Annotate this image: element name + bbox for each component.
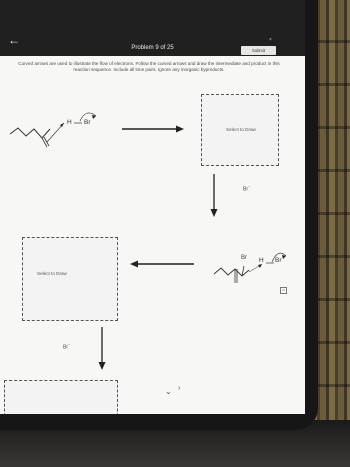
- bromoalkene-structure: [200, 240, 305, 300]
- chevron-down-icon[interactable]: ⌄: [165, 387, 172, 396]
- product-br: Br: [241, 255, 247, 261]
- info-icon-2[interactable]: ⊙: [280, 287, 287, 294]
- back-arrow-icon[interactable]: ←: [8, 33, 20, 47]
- reagent-h-2: H: [259, 257, 264, 264]
- close-icon[interactable]: ×: [269, 37, 272, 43]
- top-bar: [0, 0, 305, 56]
- instructions-text: Curved arrows are used to illustrate the flow of electrons. Follow the curved arrows and draw the intermediate and product in this reaction sequence. Include all lone pairs. Ignore any inorganic byproducts.: [18, 61, 280, 72]
- arrow-down-1: [209, 172, 219, 218]
- select-to-draw-label-2: Select to Draw: [37, 271, 67, 276]
- arrow-right: [120, 124, 186, 134]
- arrow-down-2: [97, 325, 107, 371]
- bromide-label-2: Br−: [63, 343, 71, 351]
- chevron-right-icon[interactable]: ›: [178, 385, 181, 392]
- bromoalkene-panel: [200, 240, 305, 300]
- reagent-br: Br: [84, 119, 91, 126]
- reagent-br-2: Br: [275, 257, 282, 264]
- select-to-draw-label: Select to Draw: [226, 127, 256, 132]
- starting-material-panel: [0, 92, 110, 164]
- draw-box-intermediate[interactable]: [201, 94, 279, 166]
- arrow-left: [128, 259, 196, 269]
- submit-button[interactable]: Submit: [241, 46, 276, 55]
- problem-title: Problem 9 of 25: [131, 45, 174, 51]
- bromide-label-1: Br−: [243, 185, 251, 193]
- alkene-structure: [0, 92, 110, 164]
- draw-box-product[interactable]: [22, 237, 118, 321]
- draw-box-next[interactable]: [4, 380, 118, 414]
- reagent-h: H: [67, 119, 72, 126]
